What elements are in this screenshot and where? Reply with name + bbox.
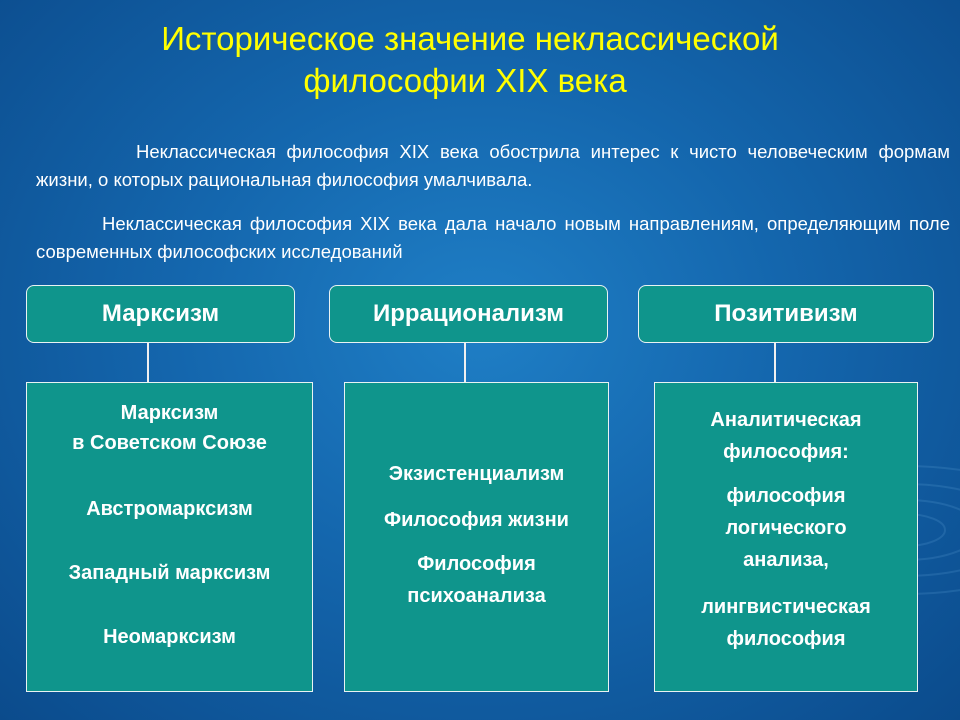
list-item: анализа,: [743, 549, 829, 571]
slide-title: [0, 18, 960, 102]
list-item: Австромарксизм: [86, 498, 253, 520]
body-box-irrationalism: [344, 382, 609, 692]
list-item: Экзистенциализм: [388, 463, 565, 485]
list-item: психоанализа: [407, 585, 546, 607]
list-item: философия:: [723, 441, 849, 463]
connector-line-marxism: [147, 343, 149, 382]
title-line-2: философии XIX века: [303, 62, 627, 99]
list-item: логического: [725, 517, 847, 539]
heading-label-marxism: Марксизм: [101, 300, 220, 327]
heading-label-irrationalism: Иррационализм: [372, 300, 564, 327]
heading-box-positivism: [638, 285, 934, 343]
heading-box-marxism: [26, 285, 295, 343]
heading-box-irrationalism: [329, 285, 608, 343]
list-item: Философия жизни: [384, 509, 569, 531]
connector-line-irrationalism: [464, 343, 466, 382]
list-item: философия: [726, 485, 846, 507]
heading-label-positivism: Позитивизм: [714, 300, 858, 327]
title-line-1: Историческое значение неклассической: [161, 20, 779, 57]
body-box-positivism: [654, 382, 918, 692]
intro-paragraph-2: Неклассическая философия XIX века дала начало новым направлениям, определяющим поле современных философских исследований: [36, 213, 950, 262]
list-item: лингвистическая: [701, 596, 871, 618]
list-item: Философия: [417, 553, 536, 575]
body-box-marxism: [26, 382, 313, 692]
list-item: Западный марксизм: [68, 562, 271, 584]
list-item: философия: [726, 628, 846, 650]
list-item: в Советском Союзе: [72, 432, 267, 454]
list-item: Аналитическая: [710, 409, 862, 431]
connector-line-positivism: [774, 343, 776, 382]
list-item: Марксизм: [120, 402, 219, 424]
intro-paragraph-1: Неклассическая философия XIX века обострила интерес к чисто человеческим формам жизни, о которых рациональная философия умалчивала.: [36, 141, 950, 190]
list-item: Неомарксизм: [103, 626, 236, 648]
